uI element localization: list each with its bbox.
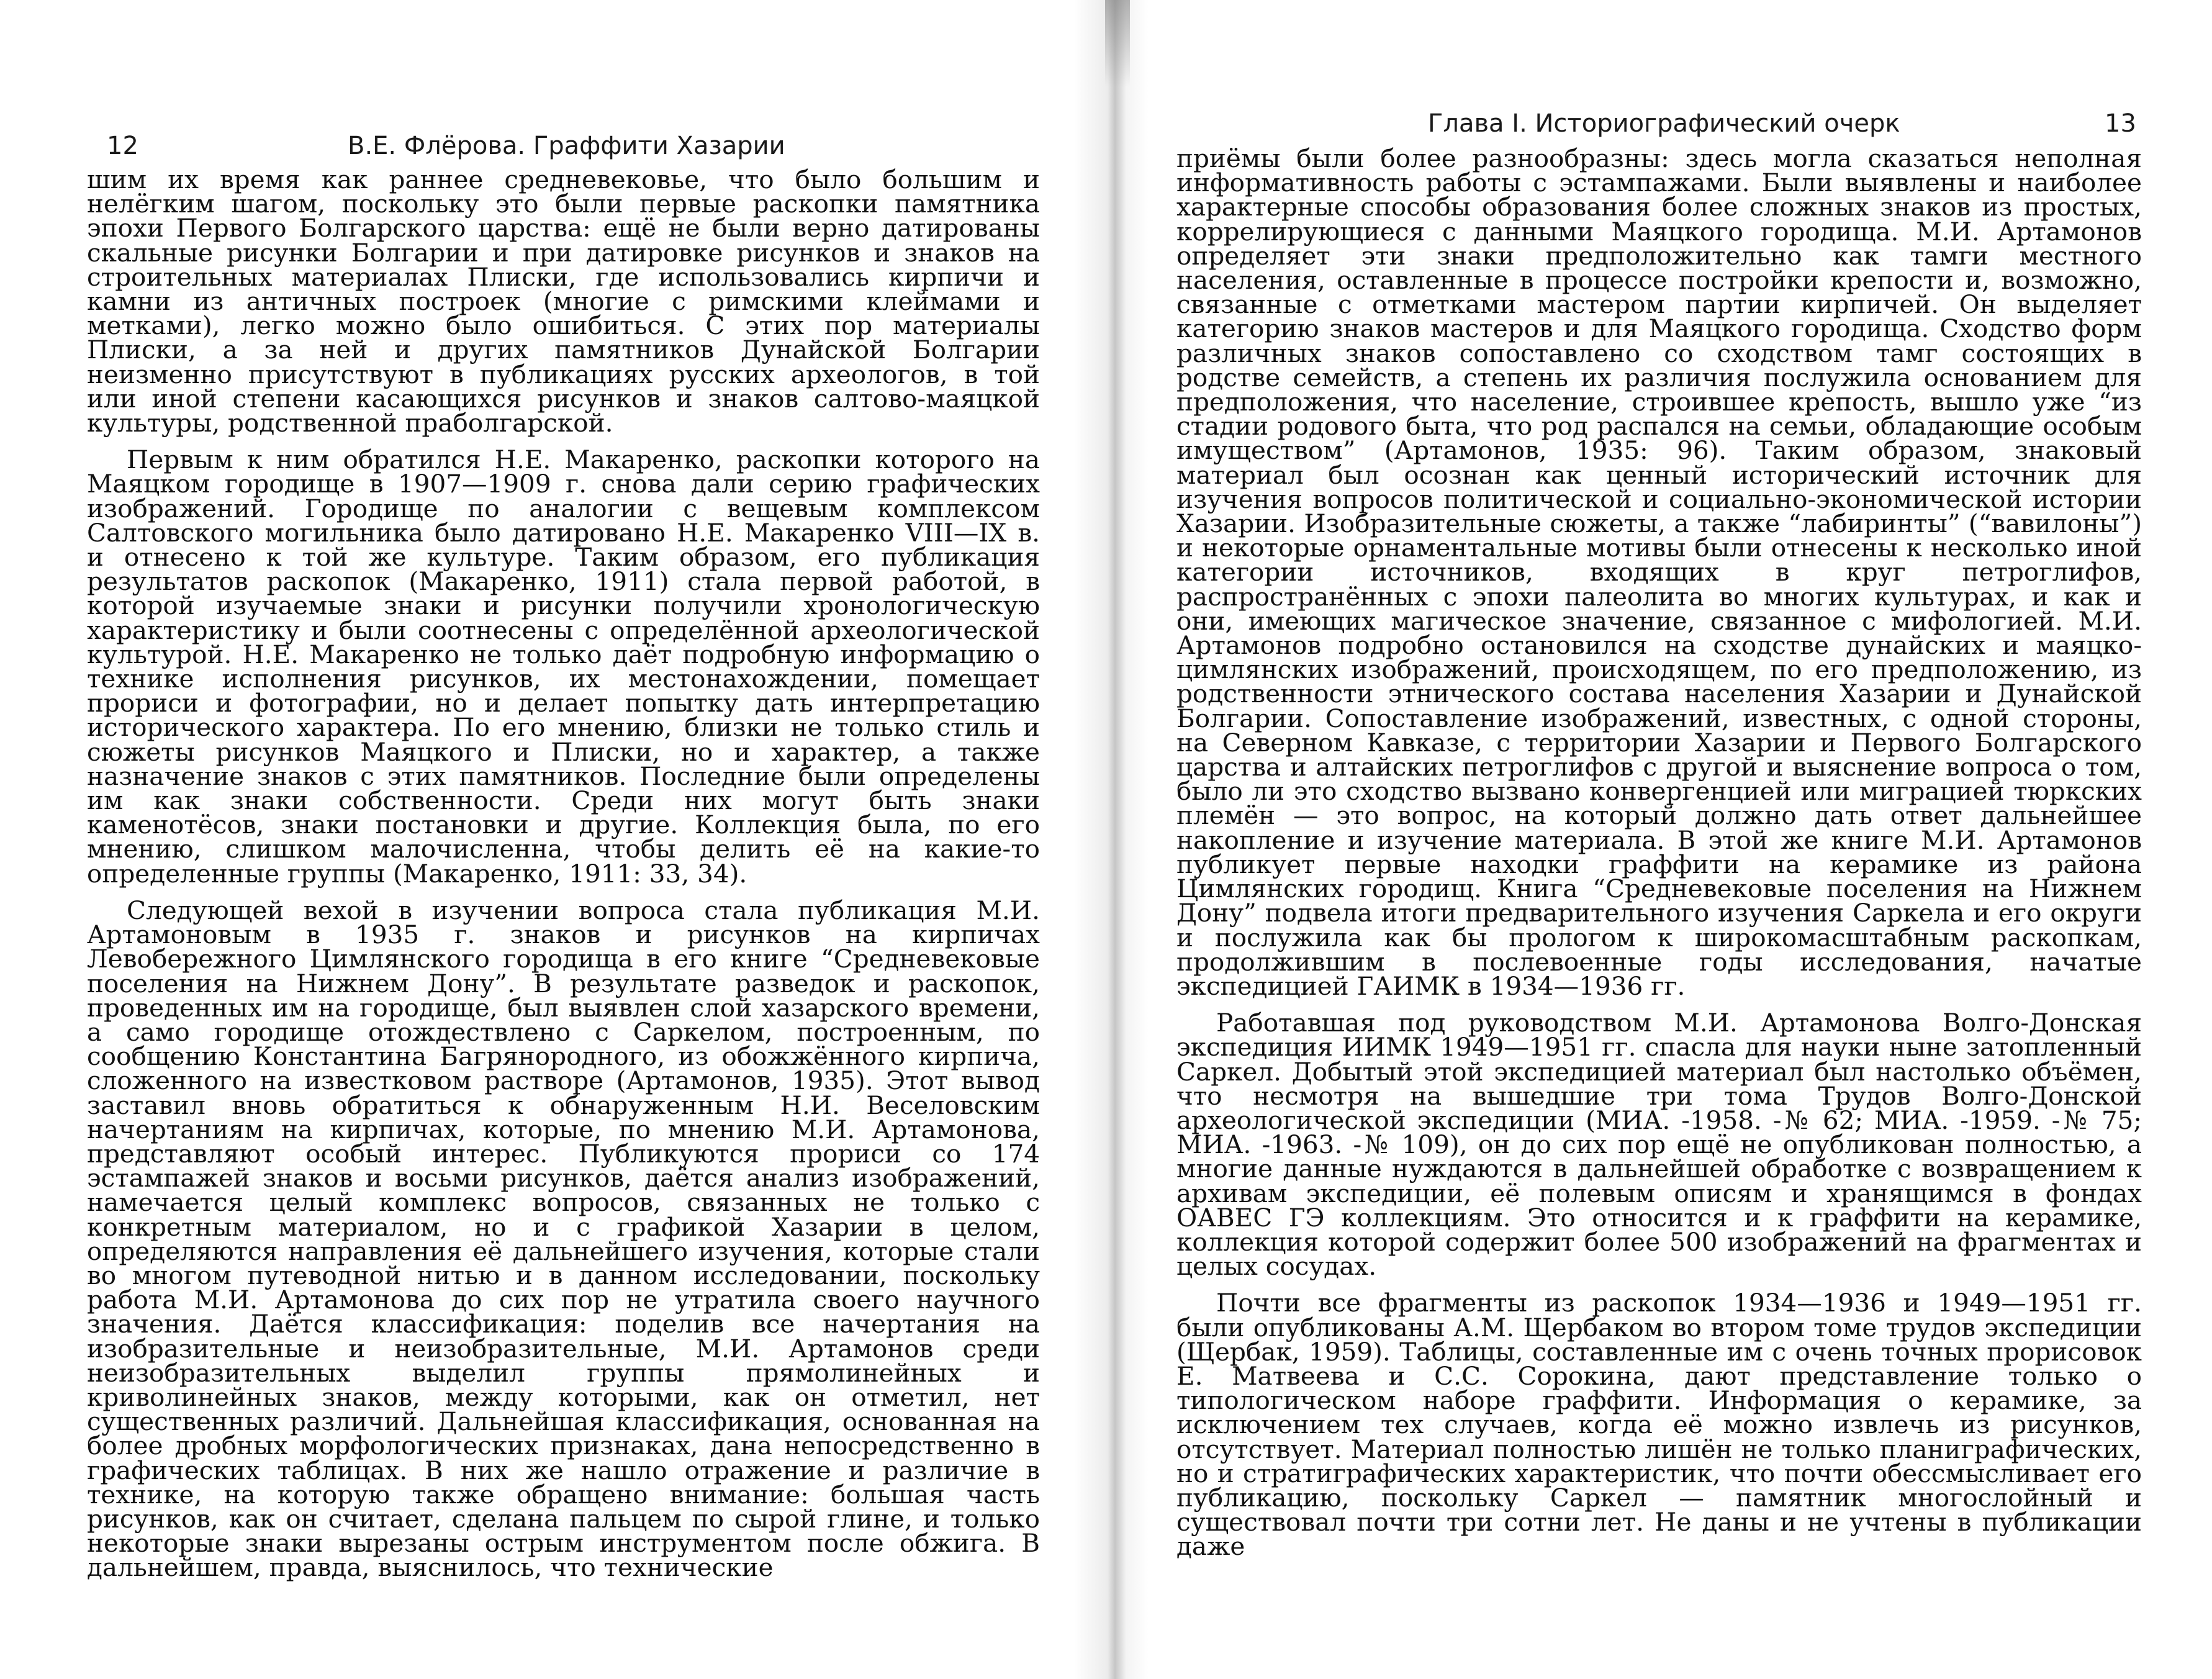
left-running-head: В.Е. Флёрова. Граффити Хазарии xyxy=(348,132,785,160)
right-paragraph-1: приёмы были более разнообразны: здесь могла сказаться неполная информативность работы с эстампажами. Были выявлены и наиболее характерные способы образования более сложных знаков из простых, коррелирующиеся с данными Маяцкого городища. М.И. Артамонов определяет эти знаки предположительно как тамги местного населения, оставленные в процессе постройки крепости и, возможно, связанные с отметками мастером партии кирпичей. Он выделяет категорию знаков мастеров и для Маяцкого городища. Сходство форм различных знаков сопоставлено со сходством тамг состоящих в родстве семейств, а степень их различия послужила основанием для предположения, что население, строившее крепость, вышло уже “из стадии родового быта, что род распался на семьи, обладающие особым имуществом” (Артамонов, 1935: 96). Таким образом, знаковый материал был осознан как ценный исторический источник для изучения вопросов политической и социально-экономической истории Хазарии. Изобразительные сюжеты, а также “лабиринты” (“вавилоны”) и некоторые орнаментальные мотивы были отнесены к несколько иной категории источников, входящих в круг петроглифов, распространённых с эпохи палеолита во многих культурах, и как и они, имеющих магическое значение, связанное с мифологией. М.И. Артамонов подробно остановился на сходстве дунайских и маяцко-цимлянских изображений, происходящем, по его предположению, из родственности этнического состава населения Хазарии и Дунайской Болгарии. Сопоставление изображений, известных, с одной стороны, на Северном Кавказе, с территории Хазарии и Первого Болгарского царства и алтайских петроглифов с другой и выяснение вопроса о том, было ли это сходство вызвано конвергенцией или миграцией тюркских племён — это вопрос, на который должно дать ответ дальнейшее накопление и изучение материала. В этой же книге М.И. Артамонов публикует первые находки граффити на керамике из района Цимлянских городищ. Книга “Средневековые поселения на Нижнем Дону” подвела итоги предварительного изучения Саркела и его округи и послужила как бы прологом к широкомасштабным раскопкам, продолжившим в послевоенные годы исследования, начатые экспедицией ГАИМК в 1934—1936 гг. xyxy=(1176,143,2142,1001)
right-page-body xyxy=(1176,143,2142,1562)
right-paragraph-3: Почти все фрагменты из раскопок 1934—1936 и 1949—1951 гг. были опубликованы А.М. Щербаком во втором томе трудов экспедиции (Щербак, 1959). Таблицы, составленные им с очень точных прорисовок Е. Матвеева и С.С. Сорокина, дают представление только о типологическом наборе граффити. Информация о керамике, за исключением тех случаев, когда её можно извлечь из рисунков, отсутствует. Материал полностью лишён не только планиграфических, но и стратиграфических характеристик, что почти обессмысливает его публикацию, поскольку Саркел — памятник многослойный и существовал почти три сотни лет. Не даны и не учтены в публикации даже xyxy=(1176,1288,2142,1562)
left-page-body xyxy=(87,165,1040,1583)
right-page xyxy=(1105,0,2212,1679)
right-paragraph-2: Работавшая под руководством М.И. Артамонова Волго-Донская экспедиция ИИМК 1949—1951 гг. спасла для науки ныне затопленный Саркел. Добытый этой экспедицией материал был настолько объёмен, что несмотря на вышедшие три тома Трудов Волго-Донской археологической экспедиции (МИА. -1958. -№ 62; МИА. -1959. -№ 75; МИА. -1963. -№ 109), он до сих пор ещё не опубликован полностью, а многие данные нуждаются в дальнейшей обработке с возвращением к архивам экспедиции, её полевым описям и хранящимся в фондах ОАВЕС ГЭ коллекциям. Это относится и к граффити на керамике, коллекция которой содержит более 500 изображений на фрагментах и целых сосудах. xyxy=(1176,1008,2142,1282)
left-page xyxy=(0,0,1105,1679)
left-page-number: 12 xyxy=(107,132,138,160)
left-paragraph-3: Следующей вехой в изучении вопроса стала публикация М.И. Артамоновым в 1935 г. знаков и рисунков на кирпичах Левобережного Цимлянского городища в его книге “Средневековые поселения на Нижнем Дону”. В результате разведок и раскопок, проведенных им на городище, был выявлен слой хазарского времени, а само городище отождествлено с Саркелом, построенным, по сообщению Константина Багрянородного, из обожжённого кирпича, сложенного на известковом растворе (Артамонов, 1935). Этот вывод заставил вновь обратиться к обнаруженным Н.И. Веселовским начертаниям на кирпичах, которые, по мнению М.И. Артамонова, представляют особый интерес. Публикуются прориси со 174 эстампажей знаков и восьми рисунков, даётся анализ изображений, намечается целый комплекс вопросов, связанных не только с конкретным материалом, но и с графикой Хазарии в целом, определяются направления её дальнейшего изучения, которые стали во многом путеводной нитью и в данном исследовании, поскольку работа М.И. Артамонова до сих пор не утратила своего научного значения. Даётся классификация: поделив все начертания на изобразительные и неизобразительные, М.И. Артамонов среди неизобразительных выделил группы прямолинейных и криволинейных знаков, между которыми, как он отметил, нет существенных различий. Дальнейшая классификация, основанная на более дробных морфологических признаках, дана непосредственно в графических таблицах. В них же нашло отражение и различие в технике, на которую также обращено внимание: большая часть рисунков, как он считает, сделана пальцем по сырой глине, и только некоторые знаки вырезаны острым инструментом после обжига. В дальнейшем, правда, выяснилось, что технические xyxy=(87,895,1040,1583)
left-paragraph-2: Первым к ним обратился Н.Е. Макаренко, раскопки которого на Маяцком городище в 1907—1909 г. снова дали серию графических изображений. Городище по аналогии с вещевым комплексом Салтовского могильника было датировано Н.Е. Макаренко VIII—IX в. и отнесено к той же культуре. Таким образом, его публикация результатов раскопок (Макаренко, 1911) стала первой работой, в которой изучаемые знаки и рисунки получили хронологическую характеристику и были соотнесены с определённой археологической культурой. Н.Е. Макаренко не только даёт подробную информацию о технике исполнения рисунков, их местонахождении, помещает прориси и фотографии, но и делает попытку дать интерпретацию исторического характера. По его мнению, близки не только стиль и сюжеты рисунков Маяцкого и Плиски, но и характер, а также назначение знаков с этих памятников. Последние были определены им как знаки собственности. Среди них могут быть знаки каменотёсов, знаки постановки и другие. Коллекция была, по его мнению, слишком малочисленна, чтобы делить её на какие-то определенные группы (Макаренко, 1911: 33, 34). xyxy=(87,445,1040,889)
left-paragraph-1: шим их время как раннее средневековье, что было большим и нелёгким шагом, поскольку это были первые раскопки памятника эпохи Первого Болгарского царства: ещё не были верно датированы скальные рисунки Болгарии и при датировке рисунков и знаков на строительных материалах Плиски, где использовались кирпичи и камни из античных построек (многие с римскими клеймами и метками), легко можно было ошибиться. С этих пор материалы Плиски, а за ней и других памятников Дунайской Болгарии неизменно присутствуют в публикациях русских археологов, в той или иной степени касающихся рисунков и знаков салтово-маяцкой культуры, родственной праболгарской. xyxy=(87,165,1040,438)
right-page-number: 13 xyxy=(2105,109,2136,138)
right-running-head: Глава I. Историографический очерк xyxy=(1428,109,1900,138)
